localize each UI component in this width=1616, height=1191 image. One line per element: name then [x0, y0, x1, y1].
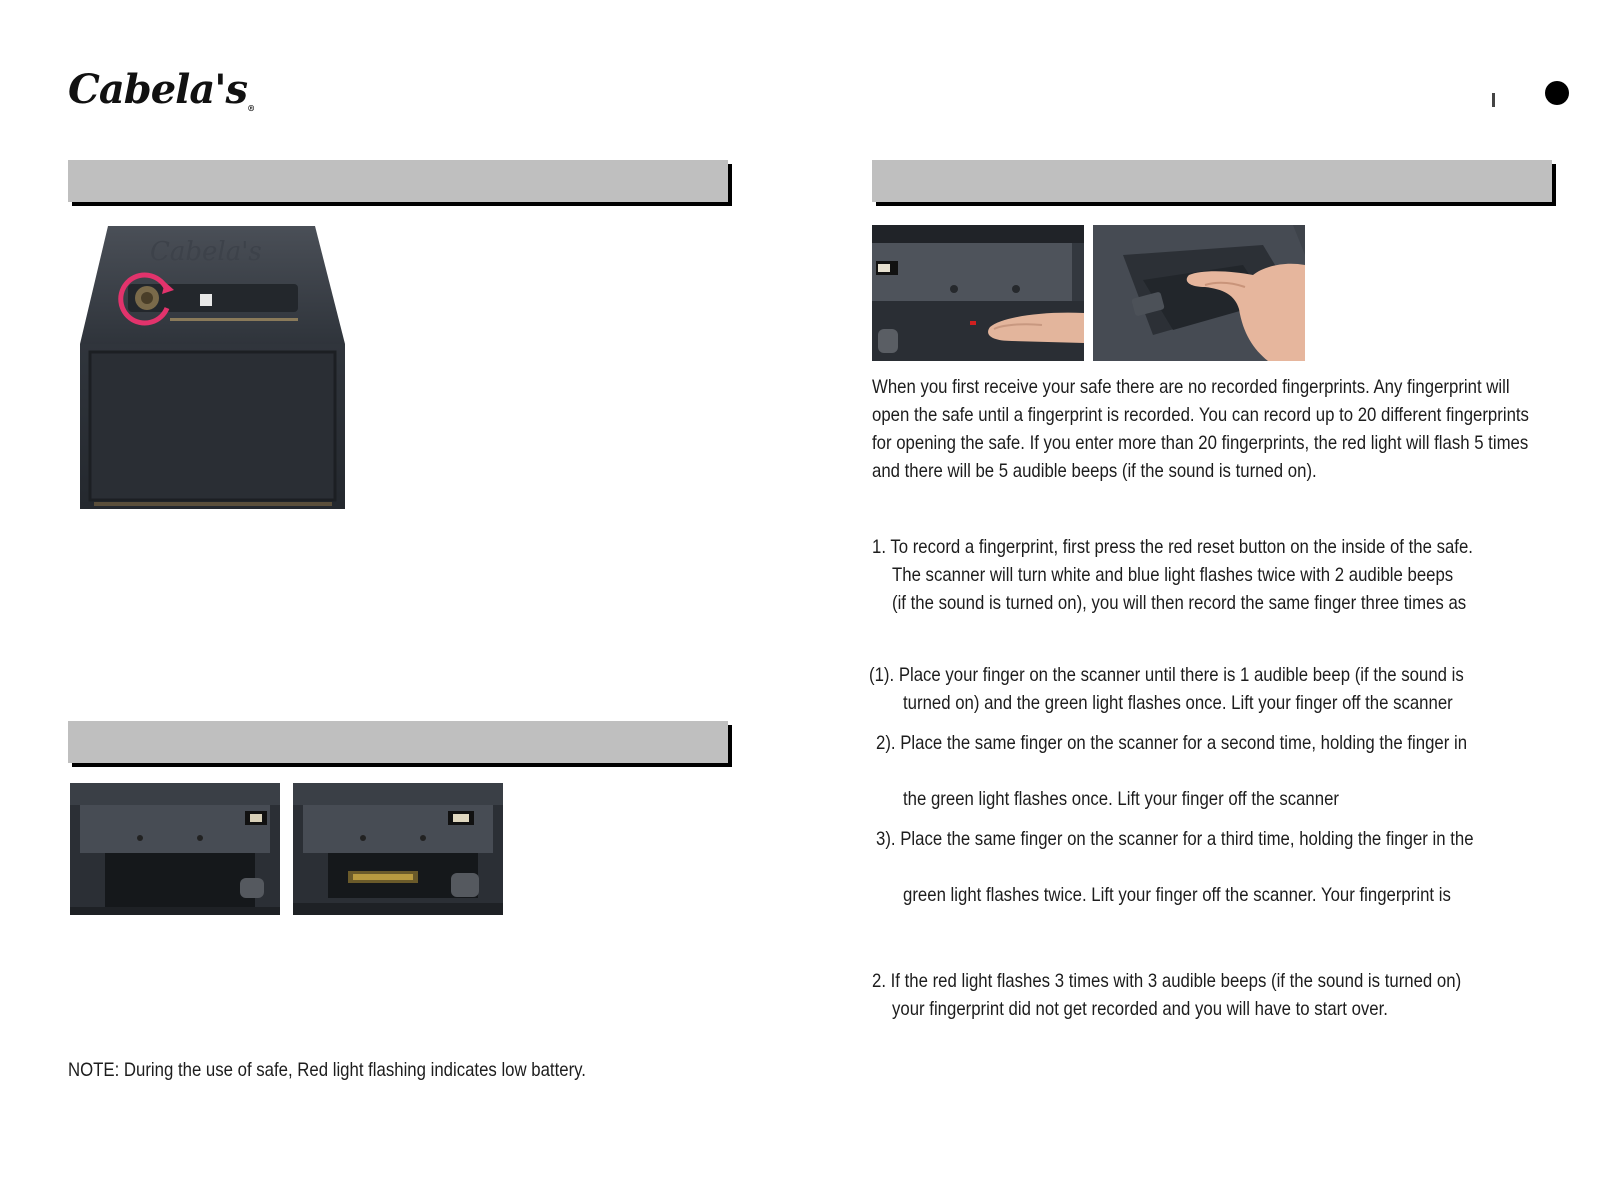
- substep-2-line-1: 2). Place the same finger on the scanner for a second time, holding the finger in: [876, 732, 1468, 754]
- substep-1-line-2: turned on) and the green light flashes once. Lift your finger off the scanner: [903, 692, 1453, 714]
- registered-mark: ®: [247, 103, 255, 113]
- section-header-bar-fingerprint: [872, 160, 1552, 202]
- step-1-line-3: (if the sound is turned on), you will then record the same finger three times as: [892, 592, 1467, 614]
- step-2-line-2: your fingerprint did not get recorded and you will have to start over.: [892, 998, 1388, 1020]
- scanner-finger-photo: [1093, 225, 1305, 361]
- page-marker-line: [1492, 93, 1495, 107]
- safe-photo: [70, 218, 350, 518]
- section-header-bar-safe: [68, 160, 728, 202]
- fingerprint-intro-text: When you first receive your safe there are no recorded fingerprints. Any fingerprint will open the safe until a fingerprint is recorded. You can record up to 20 different fingerprints for opening the safe. If you enter more than 20 fingerprints, the red light will flash 5 times and there will be 5 audible beeps (if the sound is turned on).: [872, 376, 1529, 482]
- step-2-line-1: 2. If the red light flashes 3 times with 3 audible beeps (if the sound is turned on): [872, 970, 1462, 992]
- page-marker-dot: [1545, 81, 1569, 105]
- brand-logo-text: Cabela's: [68, 66, 248, 113]
- step-1-line-1: 1. To record a fingerprint, first press the red reset button on the inside of the safe.: [872, 536, 1473, 558]
- substep-1-line-1: (1). Place your finger on the scanner until there is 1 audible beep (if the sound is: [869, 664, 1464, 686]
- step-1-line-2: The scanner will turn white and blue light flashes twice with 2 audible beeps: [892, 564, 1454, 586]
- reset-button-photo: [872, 225, 1084, 361]
- low-battery-note: NOTE: During the use of safe, Red light flashing indicates low battery.: [68, 1059, 586, 1081]
- substep-2-line-2: the green light flashes once. Lift your finger off the scanner: [903, 788, 1339, 810]
- substep-3-line-2: green light flashes twice. Lift your finger off the scanner. Your fingerprint is: [903, 884, 1451, 906]
- battery-compartment-photo-2: [293, 783, 503, 915]
- substep-3-line-1: 3). Place the same finger on the scanner for a third time, holding the finger in the: [876, 828, 1474, 850]
- battery-compartment-photo-1: [70, 783, 280, 915]
- section-header-bar-battery: [68, 721, 728, 763]
- brand-logo: [68, 66, 254, 113]
- svg-text:Cabela's: Cabela's: [150, 237, 262, 267]
